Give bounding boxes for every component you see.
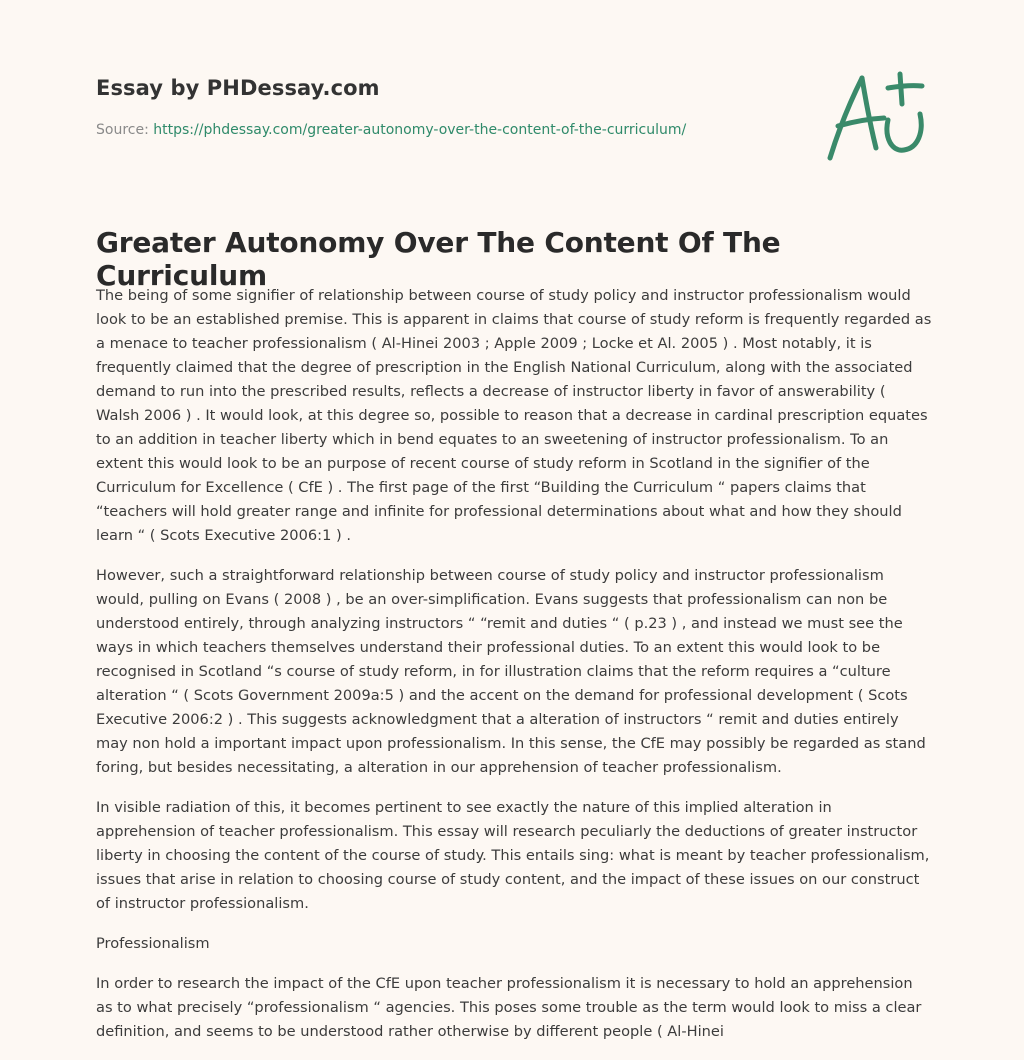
article-title: Greater Autonomy Over The Content Of The Curriculum [96, 226, 781, 292]
source-link[interactable]: https://phdessay.com/greater-autonomy-over-the-content-of-the-curriculum/ [153, 122, 687, 138]
essay-header [96, 76, 796, 138]
source-line [96, 122, 796, 138]
paragraph-2: However, such a straightforward relationship between course of study policy and instructor professionalism would, pulling on Evans ( 2008 ) , be an over-simplification. Evans suggests that professionalism can non be understood entirely, through analyzing instructors “ “remit and duties “ ( p.23 ) , and instead we must see the ways in which teachers themselves understand their professional duties. To an extent this would look to be recognised in Scotland “s course of study reform, in for illustration claims that the reform requires a “culture alteration “ ( Scots Government 2009a:5 ) and the accent on the demand for professional development ( Scots Executive 2006:2 ) . This suggests acknowledgment that a alteration of instructors “ remit and duties entirely may non hold a important impact upon professionalism. In this sense, the CfE may possibly be regarded as stand foring, but besides necessitating, a alteration in our apprehension of teacher professionalism. [96, 567, 926, 776]
section-heading-professionalism: Professionalism [96, 935, 210, 952]
article-body [96, 284, 932, 1060]
paragraph-4: In order to research the impact of the CfE upon teacher professionalism it is necessary to hold an apprehension as to what precisely “professionalism “ agencies. This poses some trouble as the term would look to miss a clear definition, and seems to be understood rather otherwise by different people ( Al-Hinei [96, 975, 922, 1040]
paragraph-3: In visible radiation of this, it becomes pertinent to see exactly the nature of this implied alteration in apprehension of teacher professionalism. This essay will research peculiarly the deductions of greater instructor liberty in choosing the content of the course of study. This entails sing: what is meant by teacher professionalism, issues that arise in relation to choosing course of study content, and the impact of these issues on our construct of instructor professionalism. [96, 799, 930, 912]
paragraph-1: The being of some signifier of relationship between course of study policy and instructor professionalism would look to be an established premise. This is apparent in claims that course of study reform is frequently regarded as a menace to teacher professionalism ( Al-Hinei 2003 ; Apple 2009 ; Locke et Al. 2005 ) . Most notably, it is frequently claimed that the degree of prescription in the English National Curriculum, along with the associated demand to run into the prescribed results, reflects a decrease of instructor liberty in favor of answerability ( Walsh 2006 ) . It would look, at this degree so, possible to reason that a decrease in cardinal prescription equates to an addition in teacher liberty which in bend equates to an sweetening of instructor professionalism. To an extent this would look to be an purpose of recent course of study reform in Scotland in the signifier of the Curriculum for Excellence ( CfE ) . The first page of the first “Building the Curriculum “ papers claims that “teachers will hold greater range and infinite for professional determinations about what and how they should learn “ ( Scots Executive 2006:1 ) . [96, 287, 932, 544]
source-label: Source: [96, 122, 149, 138]
brand-title: Essay by PHDessay.com [96, 76, 380, 100]
a-plus-grade-icon [822, 68, 932, 168]
